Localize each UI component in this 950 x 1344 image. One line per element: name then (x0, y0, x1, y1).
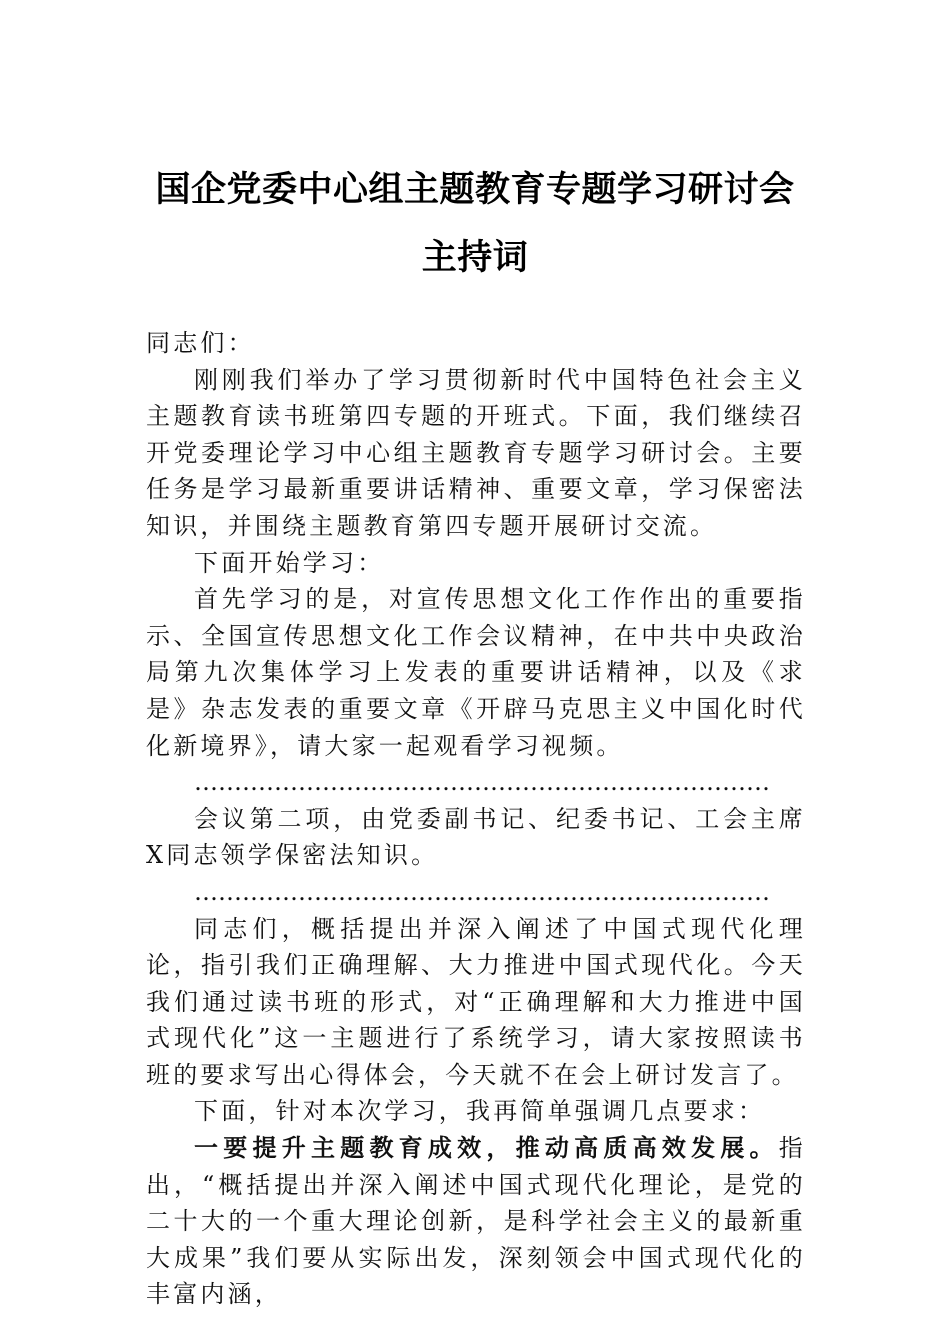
document-title: 国企党委中心组主题教育专题学习研讨会 (155, 169, 795, 210)
paragraph-requirements-intro: 下面，针对本次学习，我再简单强调几点要求： (194, 1097, 766, 1126)
requirement-one-text: 指出，“概括提出并深入阐述中国式现代化理论，是党的二十大的一个重大理论创新，是科学社会主义的最新重大成果”我们要从实际出发，深刻领会中国式现代化的丰富内涵， (146, 1134, 806, 1309)
document-subtitle: 主持词 (421, 237, 529, 278)
ellipsis-divider: ……………………………………………………………… (194, 768, 770, 797)
paragraph-second-item: 会议第二项，由党委副书记、纪委书记、工会主席X同志领学保密法知识。 (146, 804, 806, 870)
paragraph-opening: 刚刚我们举办了学习贯彻新时代中国特色社会主义主题教育读书班第四专题的开班式。下面，我们继续召开党委理论学习中心组主题教育专题学习研讨会。主要任务是学习最新重要讲话精神、重要文章，学习保密法知识，并围绕主题教育第四专题开展研讨交流。 (146, 365, 806, 540)
document-body (146, 325, 806, 1313)
ellipsis-divider: ……………………………………………………………… (194, 877, 770, 906)
paragraph-first-study: 首先学习的是，对宣传思想文化工作作出的重要指示、全国宣传思想文化工作会议精神，在中共中央政治局第九次集体学习上发表的重要讲话精神，以及《求是》杂志发表的重要文章《开辟马克思主义中国化时代化新境界》，请大家一起观看学习视频。 (146, 585, 806, 760)
paragraph-requirement-one (146, 1130, 806, 1313)
salutation: 同志们： (146, 329, 255, 357)
requirement-one-heading: 一要提升主题教育成效，推动高质高效发展。 (194, 1133, 779, 1163)
paragraph-summary: 同志们，概括提出并深入阐述了中国式现代化理论，指引我们正确理解、大力推进中国式现代化。今天我们通过读书班的形式，对“正确理解和大力推进中国式现代化”这一主题进行了系统学习，请大家按照读书班的要求写出心得体会，今天就不在会上研讨发言了。 (146, 914, 806, 1089)
paragraph-start-study: 下面开始学习： (194, 548, 385, 577)
